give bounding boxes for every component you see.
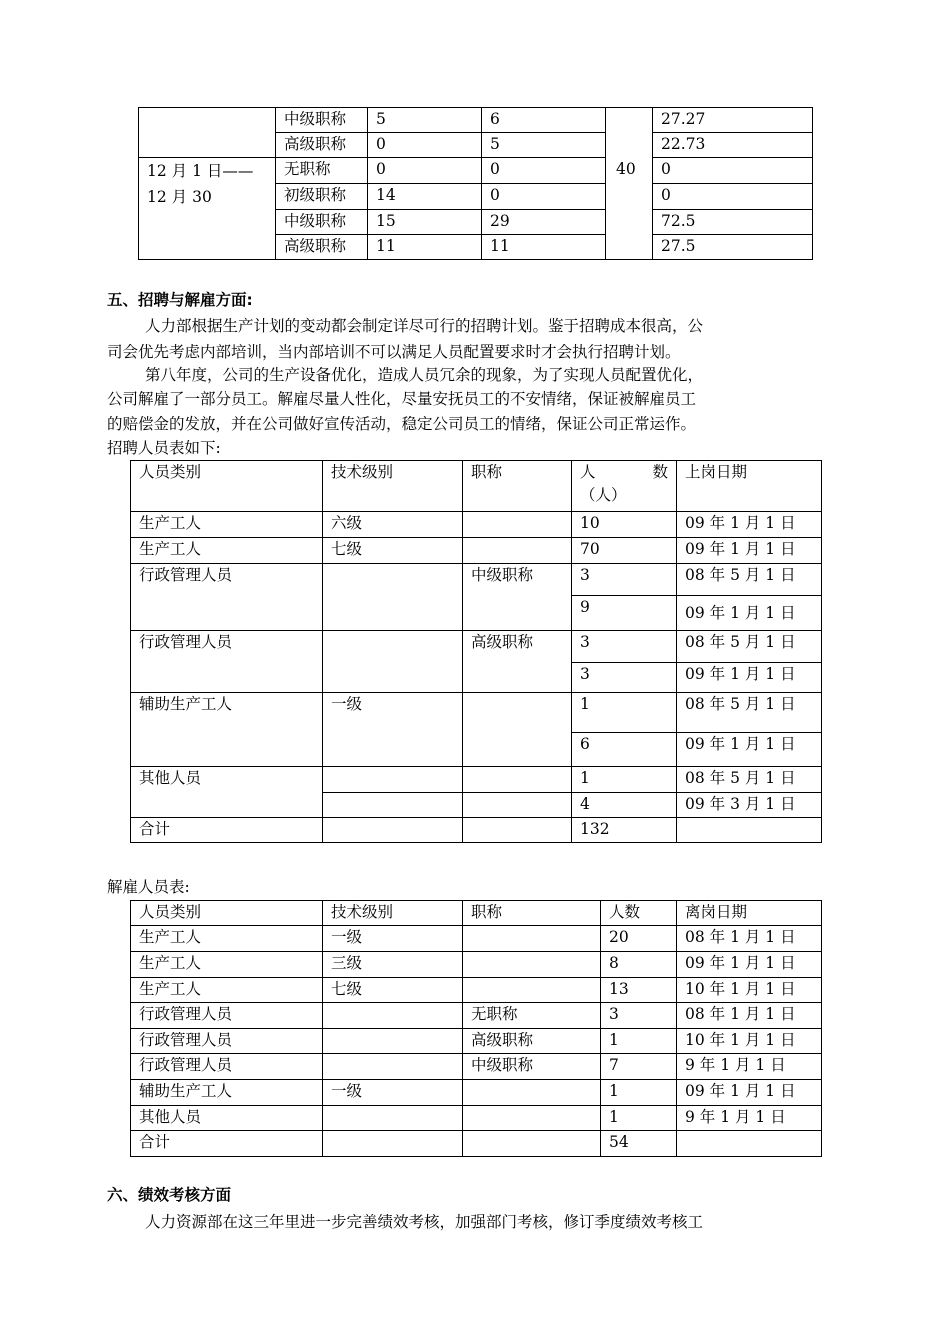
date-range-line: 12 月 1 日—— bbox=[147, 162, 254, 180]
total-count: 54 bbox=[601, 1131, 677, 1157]
table-cell: 70 bbox=[572, 538, 677, 564]
merged-total: 40 bbox=[616, 159, 636, 178]
table-cell: 1 bbox=[572, 767, 677, 793]
table-cell: 72.5 bbox=[653, 210, 813, 235]
table-cell: 09 年 1 月 1 日 bbox=[677, 663, 822, 693]
table-cell: 行政管理人员 bbox=[131, 1003, 323, 1029]
paragraph-line: 司会优先考虑内部培训，当内部培训不可以满足人员配置要求时才会执行招聘计划。 bbox=[107, 343, 681, 361]
table-cell: 3 bbox=[572, 564, 677, 596]
table-cell: 09 年 1 月 1 日 bbox=[677, 512, 822, 538]
table-cell: 09 年 1 月 1 日 bbox=[677, 538, 822, 564]
empty-cell bbox=[606, 133, 653, 158]
dismiss-table bbox=[130, 900, 822, 1157]
paragraph-line: 人力部根据生产计划的变动都会制定详尽可行的招聘计划。鉴于招聘成本很高，公 bbox=[145, 317, 704, 335]
empty-cell bbox=[323, 793, 463, 818]
paragraph-line: 的赔偿金的发放，并在公司做好宣传活动，稳定公司员工的情绪，保证公司正常运作。 bbox=[107, 415, 697, 433]
table-cell: 10 年 1 月 1 日 bbox=[677, 978, 822, 1003]
empty-cell bbox=[463, 793, 572, 818]
header-cell: 职称 bbox=[463, 461, 572, 512]
empty-cell bbox=[606, 108, 653, 133]
table-cell: 生产工人 bbox=[131, 538, 323, 564]
table-cell: 10 年 1 月 1 日 bbox=[677, 1029, 822, 1054]
empty-cell bbox=[323, 818, 463, 843]
table-cell: 中级职称 bbox=[276, 210, 368, 235]
date-range-cell bbox=[139, 158, 276, 260]
table-cell: 09 年 1 月 1 日 bbox=[677, 733, 822, 767]
table-cell: 一级 bbox=[323, 693, 463, 767]
table-cell: 1 bbox=[601, 1029, 677, 1054]
table-cell: 6 bbox=[572, 733, 677, 767]
table-cell: 行政管理人员 bbox=[131, 631, 323, 693]
table-cell: 无职称 bbox=[463, 1003, 601, 1029]
table-caption: 招聘人员表如下: bbox=[107, 439, 221, 457]
header-cell: 技术级别 bbox=[323, 901, 463, 926]
table-cell: 一级 bbox=[323, 1080, 463, 1106]
table-caption: 解雇人员表: bbox=[107, 878, 190, 896]
table-cell: 0 bbox=[653, 158, 813, 184]
header-cell: 职称 bbox=[463, 901, 601, 926]
table-cell bbox=[463, 1106, 601, 1131]
empty-cell bbox=[463, 767, 572, 793]
table-cell: 6 bbox=[482, 108, 606, 133]
section-heading: 六、绩效考核方面 bbox=[107, 1186, 232, 1204]
table-cell: 三级 bbox=[323, 952, 463, 978]
header-cell: 人员类别 bbox=[131, 461, 323, 512]
table-cell: 08 年 1 月 1 日 bbox=[677, 926, 822, 952]
table-cell: 生产工人 bbox=[131, 512, 323, 538]
table-cell: 08 年 5 月 1 日 bbox=[677, 564, 822, 596]
table-cell: 高级职称 bbox=[463, 631, 572, 693]
table-cell: 27.27 bbox=[653, 108, 813, 133]
table-cell: 11 bbox=[482, 235, 606, 260]
table-cell bbox=[323, 1106, 463, 1131]
empty-cell bbox=[463, 693, 572, 767]
table-cell: 13 bbox=[601, 978, 677, 1003]
table-cell: 08 年 5 月 1 日 bbox=[677, 767, 822, 793]
table-cell: 7 bbox=[601, 1054, 677, 1080]
header-cell: 上岗日期 bbox=[677, 461, 822, 512]
table-cell: 0 bbox=[482, 184, 606, 210]
empty-cell bbox=[463, 1131, 601, 1157]
header-cell-count bbox=[572, 461, 677, 512]
empty-cell bbox=[677, 818, 822, 843]
table-cell: 20 bbox=[601, 926, 677, 952]
table-cell bbox=[323, 1029, 463, 1054]
paragraph-line: 第八年度，公司的生产设备优化，造成人员冗余的现象，为了实现人员配置优化， bbox=[145, 366, 704, 384]
table-cell bbox=[463, 1080, 601, 1106]
table-cell: 3 bbox=[572, 663, 677, 693]
table-cell: 中级职称 bbox=[463, 1054, 601, 1080]
header-cell: 人员类别 bbox=[131, 901, 323, 926]
table-cell: 4 bbox=[572, 793, 677, 818]
table-cell: 生产工人 bbox=[131, 952, 323, 978]
table-cell bbox=[463, 952, 601, 978]
table-cell: 5 bbox=[482, 133, 606, 158]
table-cell bbox=[463, 926, 601, 952]
empty-cell bbox=[139, 108, 276, 158]
table-cell: 0 bbox=[368, 158, 482, 184]
total-count: 132 bbox=[572, 818, 677, 843]
table-cell: 08 年 5 月 1 日 bbox=[677, 693, 822, 733]
title-stats-table bbox=[138, 107, 813, 260]
header-cell: 人数 bbox=[601, 901, 677, 926]
table-cell: 10 bbox=[572, 512, 677, 538]
empty-cell bbox=[323, 631, 463, 693]
table-cell: 22.73 bbox=[653, 133, 813, 158]
table-cell: 生产工人 bbox=[131, 926, 323, 952]
table-cell: 1 bbox=[601, 1106, 677, 1131]
header-count-c: （人） bbox=[580, 486, 627, 504]
table-cell: 行政管理人员 bbox=[131, 564, 323, 631]
table-cell: 29 bbox=[482, 210, 606, 235]
table-cell: 11 bbox=[368, 235, 482, 260]
table-cell: 1 bbox=[572, 693, 677, 733]
table-cell: 9 年 1 月 1 日 bbox=[677, 1106, 822, 1131]
date-range-line: 12 月 30 bbox=[147, 188, 212, 206]
table-cell: 高级职称 bbox=[463, 1029, 601, 1054]
table-cell: 其他人员 bbox=[131, 1106, 323, 1131]
table-cell: 09 年 1 月 1 日 bbox=[677, 1080, 822, 1106]
table-cell: 8 bbox=[601, 952, 677, 978]
table-cell: 9 bbox=[572, 596, 677, 631]
empty-cell bbox=[677, 1131, 822, 1157]
table-cell: 七级 bbox=[323, 978, 463, 1003]
table-cell bbox=[463, 978, 601, 1003]
table-cell: 生产工人 bbox=[131, 978, 323, 1003]
table-cell: 初级职称 bbox=[276, 184, 368, 210]
table-cell: 六级 bbox=[323, 512, 463, 538]
table-cell: 0 bbox=[368, 133, 482, 158]
header-count-b: 数 bbox=[652, 463, 668, 481]
table-cell: 辅助生产工人 bbox=[131, 693, 323, 767]
table-cell: 08 年 5 月 1 日 bbox=[677, 631, 822, 663]
table-cell: 中级职称 bbox=[463, 564, 572, 631]
empty-cell bbox=[463, 538, 572, 564]
table-cell: 0 bbox=[482, 158, 606, 184]
empty-cell bbox=[323, 767, 463, 793]
table-cell: 9 年 1 月 1 日 bbox=[677, 1054, 822, 1080]
table-cell: 一级 bbox=[323, 926, 463, 952]
header-cell: 离岗日期 bbox=[677, 901, 822, 926]
table-cell: 5 bbox=[368, 108, 482, 133]
table-cell bbox=[323, 1054, 463, 1080]
table-cell: 14 bbox=[368, 184, 482, 210]
total-label: 合计 bbox=[131, 1131, 323, 1157]
table-cell: 09 年 1 月 1 日 bbox=[677, 596, 822, 631]
table-cell: 高级职称 bbox=[276, 235, 368, 260]
table-cell: 中级职称 bbox=[276, 108, 368, 133]
merged-total-cell bbox=[606, 158, 653, 260]
table-cell: 27.5 bbox=[653, 235, 813, 260]
empty-cell bbox=[323, 1131, 463, 1157]
table-cell: 无职称 bbox=[276, 158, 368, 184]
empty-cell bbox=[463, 818, 572, 843]
paragraph-line: 公司解雇了一部分员工。解雇尽量人性化，尽量安抚员工的不安情绪，保证被解雇员工 bbox=[107, 390, 697, 408]
table-cell: 高级职称 bbox=[276, 133, 368, 158]
table-cell: 09 年 1 月 1 日 bbox=[677, 952, 822, 978]
header-cell: 技术级别 bbox=[323, 461, 463, 512]
paragraph-line: 人力资源部在这三年里进一步完善绩效考核，加强部门考核，修订季度绩效考核工 bbox=[145, 1213, 704, 1231]
table-cell: 辅助生产工人 bbox=[131, 1080, 323, 1106]
empty-cell bbox=[323, 564, 463, 631]
table-cell: 0 bbox=[653, 184, 813, 210]
recruit-table bbox=[130, 460, 822, 843]
table-cell bbox=[323, 1003, 463, 1029]
total-label: 合计 bbox=[131, 818, 323, 843]
table-cell: 1 bbox=[601, 1080, 677, 1106]
section-heading: 五、招聘与解雇方面: bbox=[107, 291, 253, 309]
table-cell: 08 年 1 月 1 日 bbox=[677, 1003, 822, 1029]
table-cell: 其他人员 bbox=[131, 767, 323, 818]
header-count-a: 人 bbox=[580, 463, 596, 481]
table-cell: 3 bbox=[601, 1003, 677, 1029]
table-cell: 09 年 3 月 1 日 bbox=[677, 793, 822, 818]
table-cell: 行政管理人员 bbox=[131, 1029, 323, 1054]
table-cell: 3 bbox=[572, 631, 677, 663]
table-cell: 七级 bbox=[323, 538, 463, 564]
table-cell: 15 bbox=[368, 210, 482, 235]
table-cell: 行政管理人员 bbox=[131, 1054, 323, 1080]
empty-cell bbox=[463, 512, 572, 538]
